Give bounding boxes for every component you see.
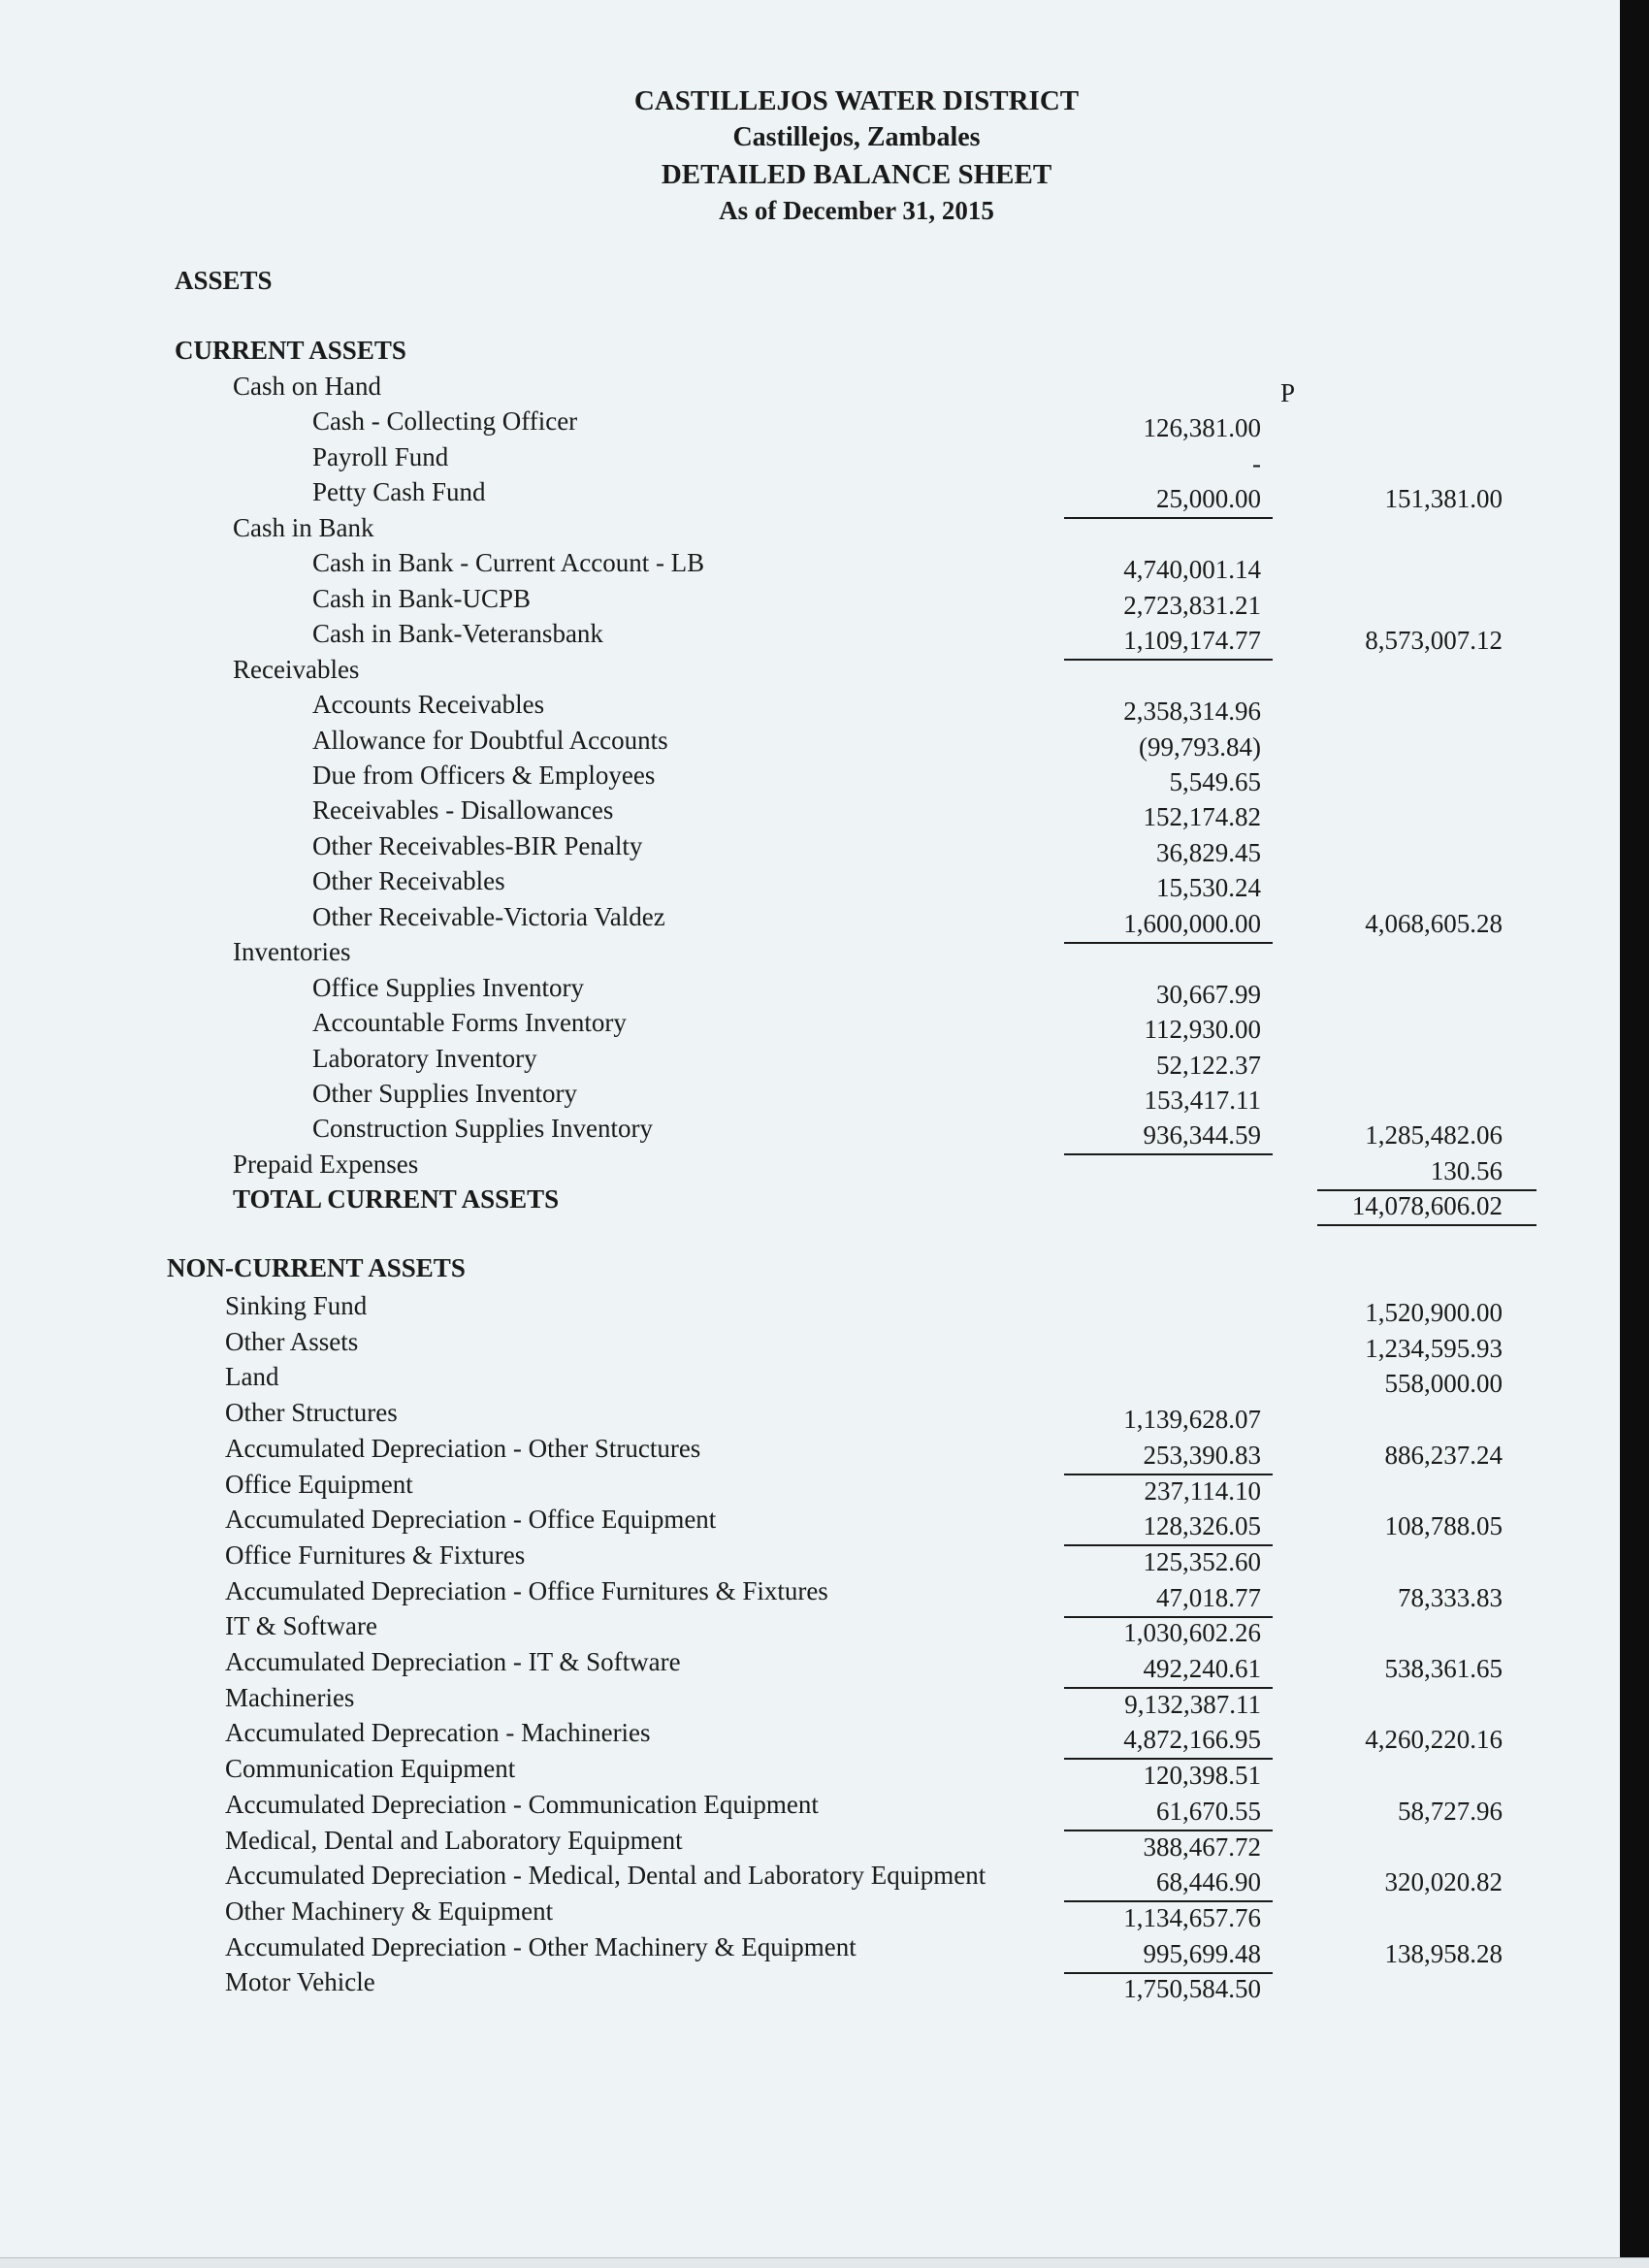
table-row — [0, 1005, 1630, 1045]
detail-amount: 152,174.82 — [1143, 802, 1261, 832]
detail-amount: 125,352.60 — [1143, 1546, 1261, 1576]
detail-amount: 15,530.24 — [1156, 873, 1261, 903]
table-row — [0, 1076, 1630, 1115]
row-label: Cash in Bank-Veteransbank — [312, 619, 603, 649]
total-amount: 14,078,606.02 — [1351, 1191, 1503, 1221]
detail-amount: 1,750,584.50 — [1123, 1974, 1261, 2004]
table-row — [0, 1041, 1630, 1080]
total-amount: 78,333.83 — [1398, 1582, 1503, 1612]
table-row — [0, 1467, 1630, 1506]
detail-amount: 47,018.77 — [1156, 1582, 1261, 1612]
table-row — [0, 1111, 1630, 1150]
detail-amount: 4,740,001.14 — [1123, 555, 1261, 585]
table-row — [0, 1608, 1630, 1648]
table-row — [0, 1644, 1630, 1683]
row-label: Cash in Bank - Current Account - LB — [312, 548, 705, 578]
section-assets: ASSETS — [175, 266, 273, 295]
detail-amount: 5,549.65 — [1169, 766, 1261, 796]
detail-amount: 4,872,166.95 — [1123, 1725, 1261, 1755]
row-label: Accumulated Depreciation - Office Equipment — [225, 1505, 717, 1535]
table-row — [0, 1787, 1630, 1826]
table-row — [0, 1894, 1630, 1932]
row-label: Office Furnitures & Fixtures — [225, 1539, 526, 1570]
table-row — [0, 616, 1630, 656]
table-row — [0, 1395, 1630, 1435]
detail-amount: 1,109,174.77 — [1123, 626, 1261, 656]
detail-amount: 1,030,602.26 — [1123, 1618, 1261, 1648]
row-label: Laboratory Inventory — [312, 1043, 537, 1073]
total-amount: 138,958.28 — [1384, 1938, 1503, 1968]
row-label: Accumulated Depreciation - Medical, Dental and Laboratory Equipment — [225, 1861, 986, 1891]
detail-amount: 61,670.55 — [1156, 1796, 1261, 1826]
detail-amount: 2,723,831.21 — [1123, 590, 1261, 620]
total-amount: 4,260,220.16 — [1365, 1725, 1503, 1755]
row-label: Accountable Forms Inventory — [312, 1008, 627, 1038]
table-row — [0, 934, 1630, 969]
detail-amount: 25,000.00 — [1156, 484, 1261, 514]
row-label: Accumulated Depreciation - Communication Equipment — [225, 1789, 819, 1819]
detail-amount: 237,114.10 — [1144, 1475, 1261, 1506]
detail-amount: 128,326.05 — [1143, 1511, 1261, 1541]
row-label: Construction Supplies Inventory — [312, 1114, 653, 1144]
table-row — [0, 1147, 1630, 1185]
row-label: Machineries — [225, 1682, 355, 1712]
row-label: Other Receivables-BIR Penalty — [312, 830, 643, 860]
detail-amount: (99,793.84) — [1139, 731, 1261, 761]
row-label: Office Supplies Inventory — [312, 972, 584, 1002]
row-label: Inventories — [233, 937, 351, 967]
detail-amount: 1,600,000.00 — [1123, 908, 1261, 938]
row-label: Receivables — [233, 654, 360, 684]
row-label: Accumulated Depreciation - Office Furnitures & Fixtures — [225, 1575, 828, 1605]
table-row — [0, 545, 1630, 585]
total-amount: 320,020.82 — [1384, 1867, 1503, 1897]
total-amount: 1,520,900.00 — [1365, 1298, 1503, 1327]
row-label: Cash in Bank — [233, 512, 374, 542]
row-label: Other Receivable-Victoria Valdez — [312, 901, 665, 931]
detail-amount: 52,122.37 — [1156, 1050, 1261, 1080]
row-label: Accumulated Depreciation - IT & Software — [225, 1647, 681, 1676]
table-row — [0, 970, 1630, 1009]
detail-amount: 1,139,628.07 — [1123, 1405, 1261, 1435]
table-row — [0, 510, 1630, 545]
detail-amount: 36,829.45 — [1156, 837, 1261, 867]
total-amount: 108,788.05 — [1384, 1511, 1503, 1541]
document-title: DETAILED BALANCE SHEET — [661, 159, 1052, 190]
detail-amount: 1,134,657.76 — [1123, 1902, 1261, 1932]
total-amount: 130.56 — [1430, 1155, 1503, 1185]
table-row — [0, 758, 1630, 796]
section-noncurrent-assets: NON-CURRENT ASSETS — [167, 1253, 466, 1282]
table-row — [0, 1929, 1630, 1968]
row-label: Allowance for Doubtful Accounts — [312, 725, 668, 755]
row-label: Receivables - Disallowances — [312, 795, 614, 826]
table-row — [0, 863, 1630, 903]
row-label: Accounts Receivables — [312, 690, 545, 720]
table-row — [0, 723, 1630, 761]
detail-amount: 253,390.83 — [1143, 1440, 1261, 1470]
row-label: Other Structures — [225, 1398, 398, 1428]
detail-amount: 112,930.00 — [1144, 1015, 1261, 1045]
table-row — [0, 1715, 1630, 1755]
detail-amount: 126,381.00 — [1143, 413, 1261, 443]
table-row — [0, 1680, 1630, 1719]
table-row — [0, 1182, 1630, 1221]
row-label: Sinking Fund — [225, 1291, 368, 1320]
total-amount: 1,234,595.93 — [1365, 1333, 1503, 1363]
row-label: Cash - Collecting Officer — [312, 406, 578, 437]
table-row — [0, 439, 1630, 478]
row-label: Cash in Bank-UCPB — [312, 583, 532, 613]
table-row — [0, 1324, 1630, 1363]
table-row — [0, 1431, 1630, 1470]
table-row — [0, 1502, 1630, 1541]
total-amount: 886,237.24 — [1384, 1440, 1503, 1470]
table-row — [0, 474, 1630, 514]
org-name: CASTILLEJOS WATER DISTRICT — [633, 85, 1080, 116]
total-amount: 151,381.00 — [1384, 484, 1503, 514]
row-label: Communication Equipment — [225, 1754, 516, 1784]
org-location: Castillejos, Zambales — [732, 122, 981, 152]
table-row — [0, 1858, 1630, 1897]
table-row — [0, 828, 1630, 867]
table-row — [0, 1823, 1630, 1862]
detail-amount: 153,417.11 — [1144, 1085, 1261, 1115]
row-label: Other Supplies Inventory — [312, 1079, 577, 1108]
row-label: Due from Officers & Employees — [312, 760, 656, 790]
detail-amount: 936,344.59 — [1143, 1120, 1261, 1150]
detail-amount: 388,467.72 — [1143, 1831, 1261, 1862]
row-label: Accumulated Depreciation - Other Machinery & Equipment — [225, 1931, 857, 1961]
table-row — [0, 652, 1630, 687]
detail-amount: 120,398.51 — [1143, 1761, 1261, 1791]
total-amount: 4,068,605.28 — [1365, 908, 1503, 938]
row-label: Prepaid Expenses — [233, 1149, 419, 1179]
detail-amount: 30,667.99 — [1156, 979, 1261, 1009]
row-label: Office Equipment — [225, 1469, 413, 1499]
detail-amount: 9,132,387.11 — [1124, 1689, 1261, 1719]
total-amount: 1,285,482.06 — [1365, 1120, 1503, 1150]
row-label: Other Machinery & Equipment — [225, 1895, 554, 1926]
row-label: IT & Software — [225, 1611, 377, 1641]
row-label: Other Assets — [225, 1326, 359, 1356]
table-row — [0, 1573, 1630, 1612]
table-row — [0, 404, 1630, 443]
row-label: Cash on Hand — [233, 372, 381, 401]
table-row — [0, 1751, 1630, 1791]
table-row — [0, 1538, 1630, 1576]
table-row — [0, 793, 1630, 832]
table-row — [0, 1359, 1630, 1399]
row-label: Payroll Fund — [312, 441, 449, 471]
row-label: Medical, Dental and Laboratory Equipment — [225, 1825, 683, 1855]
detail-amount: - — [1252, 448, 1261, 478]
scan-edge-bottom — [0, 2257, 1649, 2268]
row-label: Land — [225, 1362, 279, 1392]
row-label: Motor Vehicle — [225, 1967, 375, 1997]
table-row — [0, 899, 1630, 938]
detail-amount: 995,699.48 — [1143, 1938, 1261, 1968]
table-row — [0, 1964, 1630, 2004]
document-date: As of December 31, 2015 — [719, 196, 994, 225]
detail-amount: 2,358,314.96 — [1123, 697, 1261, 727]
row-label: Other Receivables — [312, 866, 505, 896]
total-amount: 8,573,007.12 — [1365, 626, 1503, 656]
row-label: TOTAL CURRENT ASSETS — [233, 1184, 560, 1215]
currency-mark: P — [1280, 378, 1296, 407]
total-amount: 58,727.96 — [1398, 1796, 1503, 1826]
table-row — [0, 687, 1630, 727]
table-row — [0, 369, 1630, 404]
total-amount: 558,000.00 — [1384, 1369, 1503, 1399]
detail-amount: 68,446.90 — [1156, 1867, 1261, 1897]
row-label: Accumulated Deprecation - Machineries — [225, 1718, 651, 1748]
section-current-assets: CURRENT ASSETS — [175, 336, 406, 365]
row-label: Petty Cash Fund — [312, 477, 486, 507]
row-label: Accumulated Depreciation - Other Structures — [225, 1433, 701, 1463]
detail-amount: 492,240.61 — [1143, 1654, 1261, 1683]
table-row — [0, 1288, 1630, 1327]
total-rule — [1317, 1224, 1536, 1226]
table-row — [0, 581, 1630, 620]
total-amount: 538,361.65 — [1384, 1654, 1503, 1683]
